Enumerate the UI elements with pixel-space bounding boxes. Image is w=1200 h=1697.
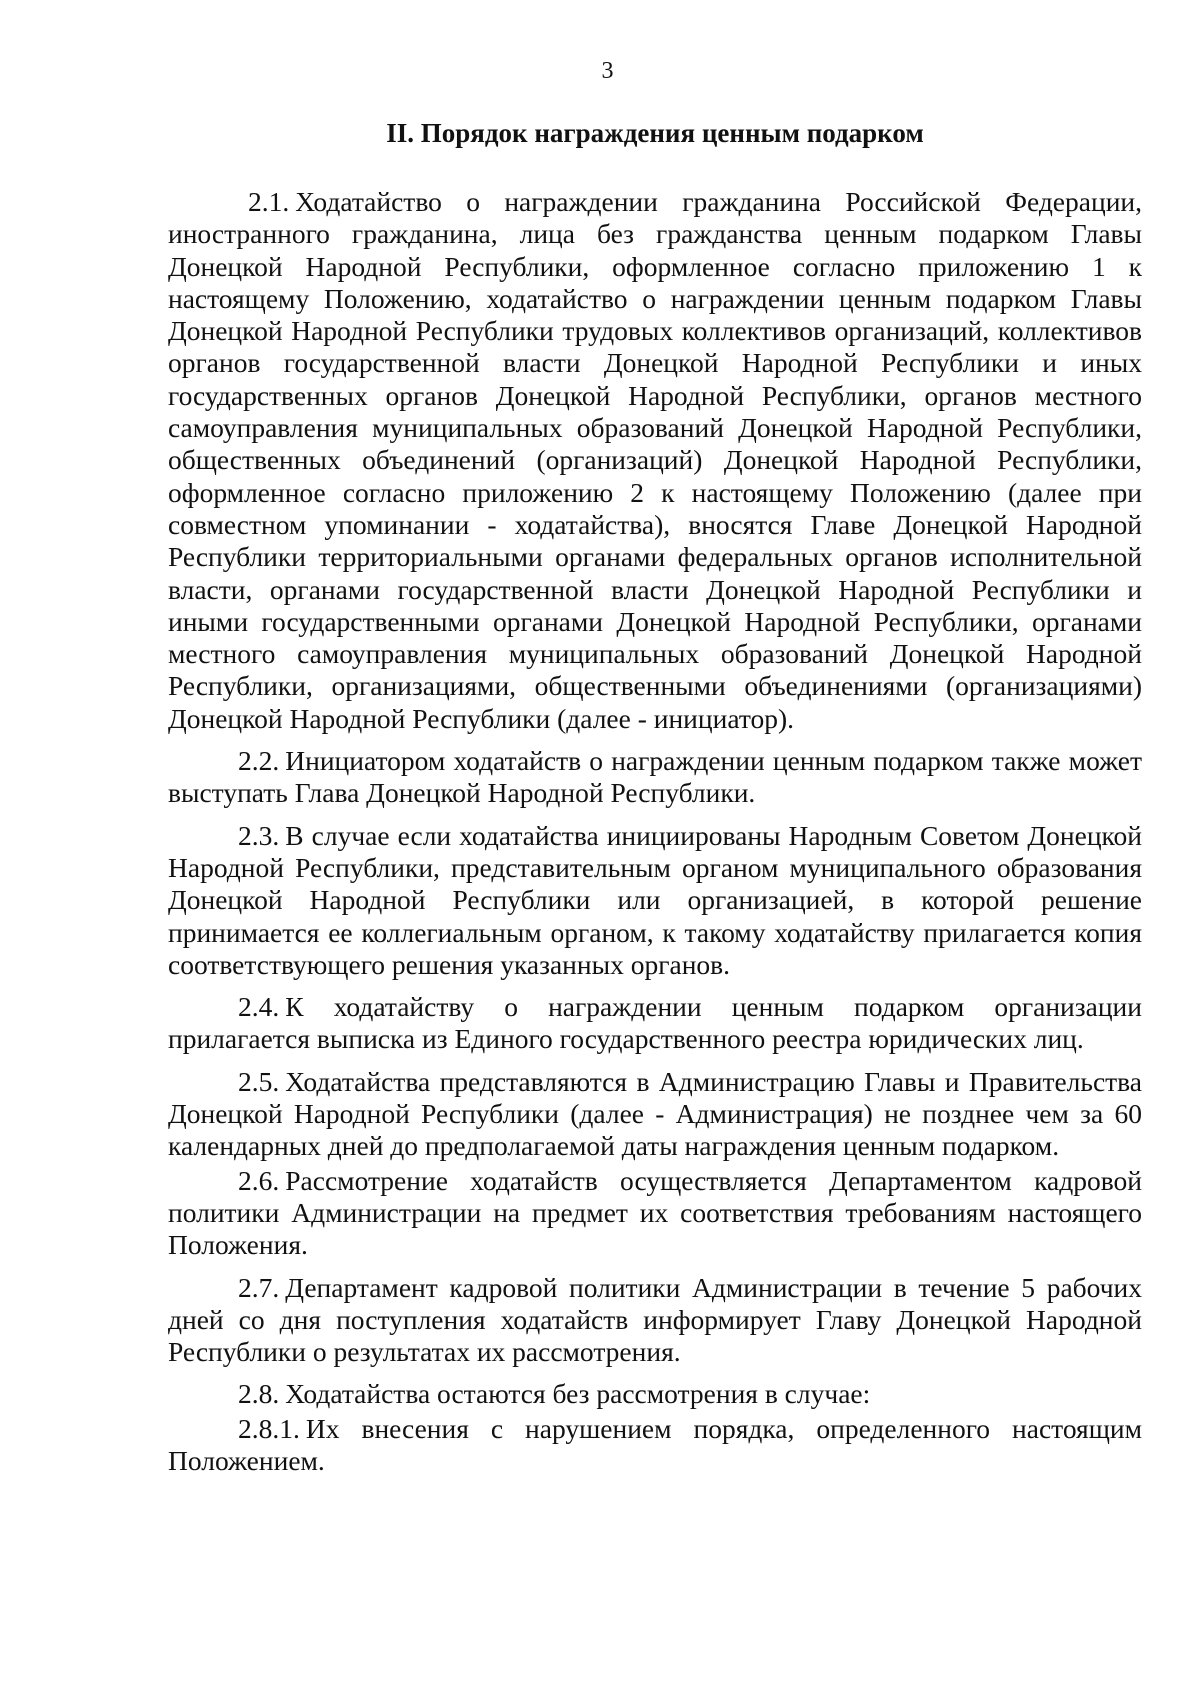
paragraph-2-4 xyxy=(168,991,1142,1056)
paragraph-number: 2.8.1. xyxy=(238,1412,300,1444)
paragraph-number: 2.4. xyxy=(238,991,280,1023)
paragraph-text: Ходатайство о награждении гражданина Российской Федерации, иностранного гражданина, лица без гражданства ценным подарком Главы Донецкой Народной Республики, оформленное согласно приложению 1 к настоящему Положению, ходатайство о награждении ценным подарком Главы Донецкой Народной Республики трудовых коллективов организаций, коллективов органов государственной власти Донецкой Народной Республики и иных государственных органов Донецкой Народной Республики, органов местного самоуправления муниципальных образований Донецкой Народной Республики, общественных объединений (организаций) Донецкой Народной Республики, оформленное согласно приложению 2 к настоящему Положению (далее при совместном упоминании - ходатайства), вносятся Главе Донецкой Народной Республики территориальными органами федеральных органов исполнительной власти, органами государственной власти Донецкой Народной Республики и иными государственными органами Донецкой Народной Республики, органами местного самоуправления муниципальных образований Донецкой Народной Республики, организациями, общественными объединениями (организациями) Донецкой Народной Республики (далее - инициатор). xyxy=(168,186,1142,734)
paragraph-text: Ходатайства остаются без рассмотрения в случае: xyxy=(285,1378,871,1410)
paragraph-text: Рассмотрение ходатайств осуществляется Департаментом кадровой политики Администрации на предмет их соответствия требованиям настоящего Положения. xyxy=(168,1164,1142,1261)
paragraph-2-1 xyxy=(168,186,1142,735)
paragraph-text: Инициатором ходатайств о награждении ценным подарком также может выступать Глава Донецкой Народной Республики. xyxy=(168,745,1142,809)
paragraph-2-8-1 xyxy=(168,1413,1142,1478)
paragraph-2-5 xyxy=(168,1066,1142,1163)
paragraph-number: 2.2. xyxy=(238,745,280,777)
section-title: II. Порядок награждения ценным подарком xyxy=(386,118,924,148)
paragraph-2-3 xyxy=(168,820,1142,981)
paragraph-number: 2.8. xyxy=(238,1378,280,1410)
paragraph-number: 2.1. xyxy=(248,186,290,217)
paragraph-2-7 xyxy=(168,1272,1142,1369)
paragraph-number: 2.5. xyxy=(238,1065,280,1097)
document-body xyxy=(168,186,1142,1487)
paragraph-number: 2.7. xyxy=(238,1271,280,1303)
paragraph-text: В случае если ходатайства инициированы Народным Советом Донецкой Народной Республики, представительным органом муниципального образования Донецкой Народной Республики или организацией, в которой решение принимается ее коллегиальным органом, к такому ходатайству прилагается копия соответствующего решения указанных органов. xyxy=(168,819,1142,980)
paragraph-number: 2.3. xyxy=(238,819,280,851)
paragraph-text: Ходатайства представляются в Администрацию Главы и Правительства Донецкой Народной Республики (далее - Администрация) не позднее чем за 60 календарных дней до предполагаемой даты награждения ценным подарком. xyxy=(168,1065,1142,1162)
paragraph-text: Их внесения с нарушением порядка, определенного настоящим Положением. xyxy=(168,1412,1142,1476)
paragraph-number: 2.6. xyxy=(238,1164,280,1196)
page-number: 3 xyxy=(601,58,614,84)
paragraph-2-8 xyxy=(168,1378,1142,1410)
paragraph-text: К ходатайству о награждении ценным подарком организации прилагается выписка из Единого государственного реестра юридических лиц. xyxy=(168,991,1142,1055)
paragraph-2-6 xyxy=(168,1165,1142,1262)
paragraph-text: Департамент кадровой политики Администрации в течение 5 рабочих дней со дня поступления ходатайств информирует Главу Донецкой Народной Республики о результатах их рассмотрения. xyxy=(168,1271,1142,1368)
paragraph-2-2 xyxy=(168,745,1142,810)
